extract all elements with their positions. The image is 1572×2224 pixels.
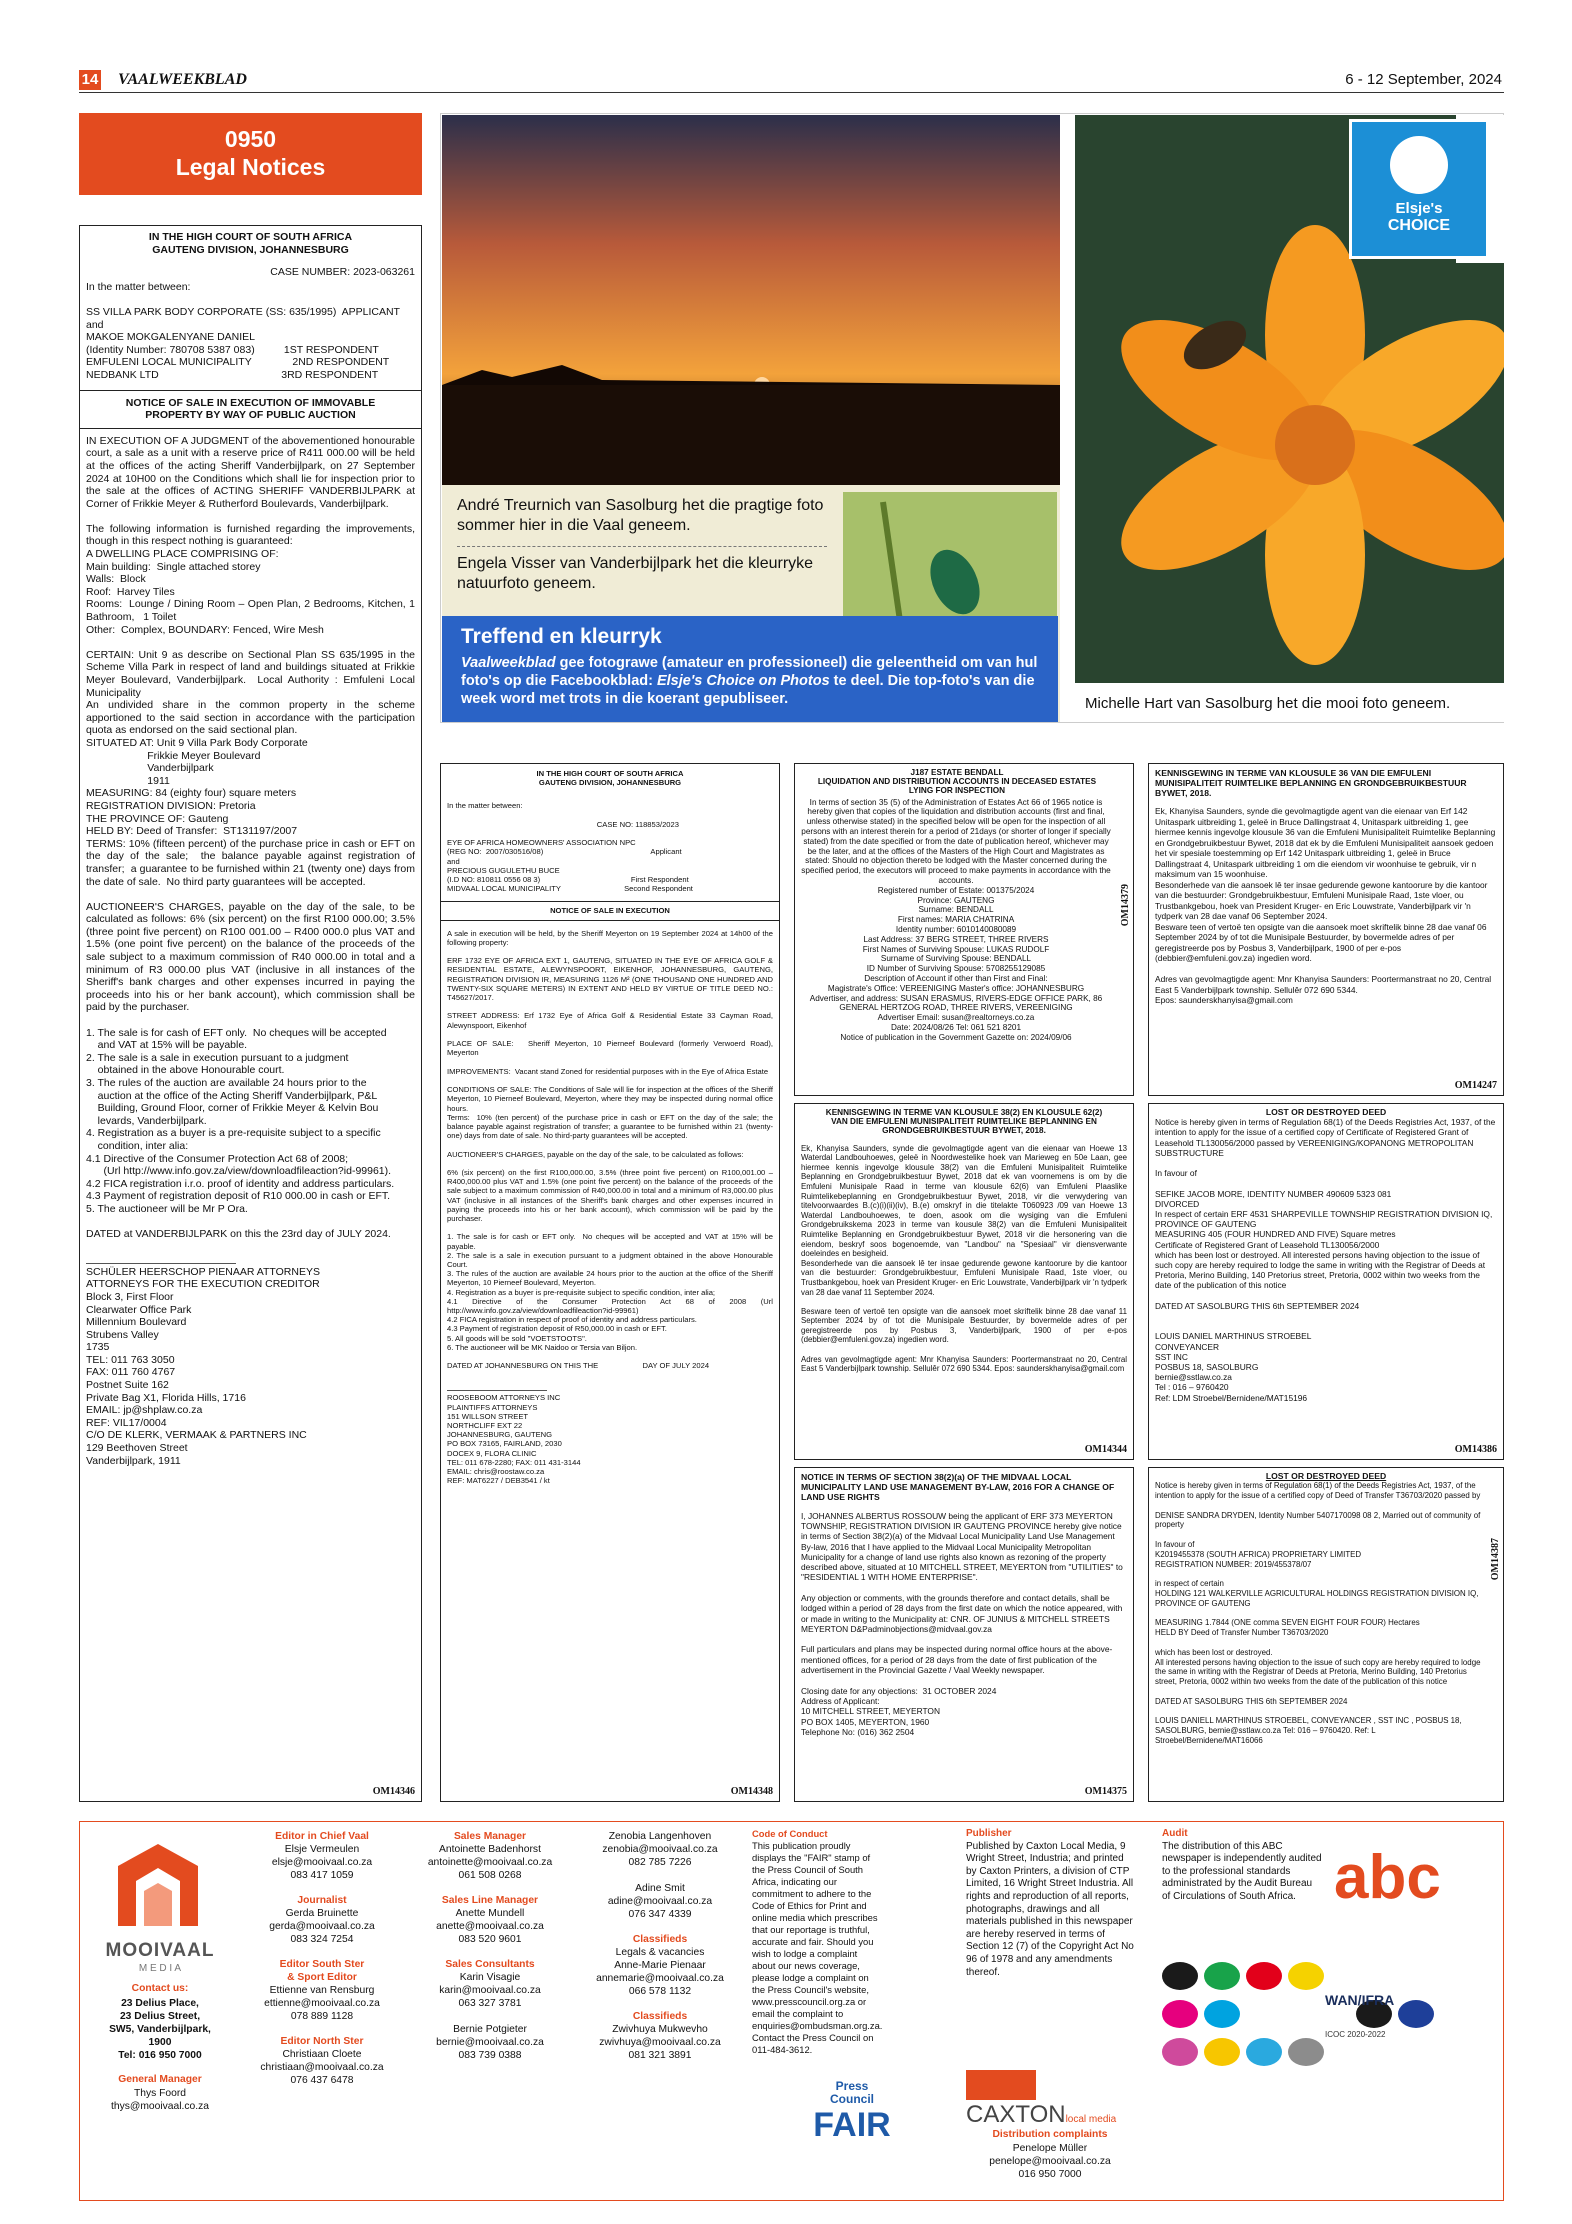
- pub-text: Published by Caxton Local Media, 9 Wright Street, Industria; and printed by Caxton Printers, a division of CTP Limited, 16 Wright Street Industria. All rights and reproduction of all reports, photographs, drawings and all materials published in this newspaper are hereby reserved in terms of Section 12 (7) of the Copyright Act No 96 of 1978 and any amendments thereof.: [966, 1840, 1134, 1978]
- coc-text: This publication proudly displays the "FAIR" stamp of the Press Council of South Africa, indicating our commitment to adhere to the Code of Ethics for Print and online media which prescribes that our reportage is truthful, accurate and fair. Should you wish to lodge a complaint about our news coverage, please lodge a complaint on the Press Council's website, www.presscouncil.org.za or email the complaint to enquiries@ombudsman.org.za. Contact the Press Council on 011-484-3612.: [752, 1840, 883, 2055]
- page-number: 14: [79, 70, 101, 90]
- swatch: [1162, 2038, 1198, 2066]
- notice-emfuleni-klousule-38: [794, 1103, 1134, 1460]
- swatch: [1162, 1962, 1198, 1990]
- dist-info: Penelope Müller penelope@mooivaal.co.za 016 950 7000: [989, 2143, 1111, 2180]
- masthead: [79, 70, 1504, 93]
- gm-title: General Manager: [118, 2074, 202, 2085]
- notice-body: IN EXECUTION OF A JUDGMENT of the abovementioned honourable court, a sale as a unit with a reserve price of R411 000.00 will be held at the offices of the acting Sheriff Vanderbijlpark, on 27 September 2024 at 10H00 on the Conditions which shall lie for inspection prior to the sale at the offices of ACTING SHERIFF VANDERBIJLPARK at Corner of Frikkie Meyer & Rutherford Boulevards, Vanderbijlpark. The following information is furnished regarding the improvements, though in this respect nothing is guaranteed: A DWELLING PLACE COMPRISING OF: Main building: Single attached storey Walls: Block Roof: Harvey Tiles Rooms: Lounge / Dining Room – Open Plan, 2 Bedrooms, Kitchen, 1 Bathroom, 1 Toilet Other: Complex, BOUNDARY: Fenced, Wire Mesh CERTAIN: Unit 9 as describe on Sectional Plan SS 635/1995 in the Scheme Villa Park in respect of land and buildings situated at Frikkie Meyer Boulevard, Vanderbijlpark. Local Authority : Emfuleni Local Municipality An undivided share in the common property in the scheme apportioned to the said section in accordance with the participation quota as endorsed on the said sectional plan. SITUATED AT: Unit 9 Villa Park Body Corporate Frikkie Meyer Boulevard Vanderbijlpark 1911 MEASURING: 84 (eighty four) square meters REGISTRATION DIVISION: Pretoria THE PROVINCE OF: Gauteng HELD BY: Deed of Transfer: ST131197/2007 TERMS: 10% (fifteen percent) of the purchase price in cash or EFT on the day of the sale; the balance payable against registration of transfer; a guarantee to be furnished within 21 (twenty one) days from the date of sale. No third party guarantees will be accepted. AUCTIONEER'S CHARGES, payable on the day of the sale, to be calculated as follows: 6% (six percent) on the first R100 000.00; 3.5% (three point five percent) on R100 001.00 – R400 000.0 plus VAT and 1.5% (one point five percent) on the balance of the proceeds of the sale subject to a maximum commission of R40 000.00 in total and a minimum of R3 000.00 plus VAT (inclusive in all instances of the Sheriff's bank charges and other expenses incurred in paying the proceeds into his or her bank account), which commission shall be paid by the purchaser. 1. The sale is for cash of EFT only. No cheques will be accepted and VAT at 15% will be payable. 2. The sale is a sale in execution pursuant to a judgment obtained in the above Honourable court. 3. The rules of the auction are available 24 hours prior to the auction at the office of the Acting Sheriff Vanderbijlpark, P&L Building, Ground Floor, corner of Frikkie Meyer & Kelvin Bou levards, Vanderbijlpark. 4. Registration as a buyer is a pre-requisite subject to a specific condition, inter alia: 4.1 Directive of the Consumer Protection Act 68 of 2008; (Url http://www.info.gov.za/view/downloadfileaction?id-99961). 4.2 FICA registration i.r.o. proof of identity and address particulars. 4.3 Payment of registration deposit of R10 000.00 in cash or EFT. 5. The auctioneer will be Mr P Ora. DATED at VANDERBIJLPARK on this the 23rd day of JULY 2024.: [86, 434, 415, 1241]
- ad-ref: OM14344: [1084, 1444, 1127, 1455]
- swatch: [1162, 2000, 1198, 2028]
- staff-info: Zenobia Langenhoven zenobia@mooivaal.co.za 082 785 7226 Adine Smit adine@mooivaal.co.za 076 347 4339: [602, 1831, 718, 1920]
- badge-line-2: CHOICE: [1387, 217, 1451, 234]
- notice-header: IN THE HIGH COURT OF SOUTH AFRICA GAUTENG DIVISION, JOHANNESBURG: [148, 231, 353, 256]
- notice-estate-bendall: [794, 763, 1134, 1096]
- ad-ref: OM14348: [730, 1786, 773, 1797]
- footer-imprint: [79, 1821, 1504, 2201]
- publisher: [966, 1828, 1134, 1979]
- notice-midvaal-land-use: [794, 1467, 1134, 1802]
- notice-header: KENNISGEWING IN TERME VAN KLOUSULE 36 VAN DIE EMFULENI MUNISIPALITEIT RUIMTELIKE BEPLANNING EN GRONDGEBRUIKBESTUUR BYWET, 2018.: [1155, 768, 1467, 798]
- category-title: Legal Notices: [175, 154, 326, 180]
- gm-info: Thys Foord thys@mooivaal.co.za: [110, 2088, 210, 2112]
- notice-court-sale-villa-park: [79, 225, 422, 1802]
- icoc-label: ICOC 2020-2022: [1325, 2030, 1386, 2039]
- wan-ifra-logo: WAN/IFRA: [1325, 1992, 1395, 2008]
- staff-column-editorial: [242, 1830, 402, 2087]
- swatch: [1288, 1962, 1324, 1990]
- staff-info: Legals & vacancies Anne-Marie Pienaar annemarie@mooivaal.co.za 066 578 1132: [596, 1947, 724, 1997]
- abc-logo: abc: [1334, 1843, 1441, 1912]
- promo-blurb: Vaalweekblad gee fotograwe (amateur en professioneel) die geleentheid om van hul foto's op die Facebookblad: Elsje's Choice on Photos te deel. Die top-foto's van die week word met trots in die koerant gepubliseer.: [461, 655, 1038, 707]
- sale-header: NOTICE OF SALE IN EXECUTION: [550, 906, 670, 916]
- mooivaal-logo-icon: [108, 1836, 208, 1936]
- ad-ref: OM14387: [1490, 1538, 1501, 1581]
- coc-title: Code of Conduct: [752, 1828, 828, 1839]
- notice-court-sale-eye-of-africa: [440, 763, 780, 1802]
- role: Sales Line Manager: [441, 1895, 539, 1906]
- notice-header: J187 ESTATE BENDALL LIQUIDATION AND DISTRIBUTION ACCOUNTS IN DECEASED ESTATES LYING FOR INSPECTION: [817, 768, 1097, 796]
- notice-emfuleni-klousule-36: [1148, 763, 1504, 1096]
- parties: In the matter between: CASE NO: 118853/2023 EYE OF AFRICA HOMEOWNERS' ASSOCIATION NPC (REG NO: 2007/030516/08) Applicant and PRECIOUS GUGULETHU BUCE (I.D NO: 810811 0556 08 3) First Respondent MIDVAAL LOCAL MUNICIPALITY Second Respondent: [447, 801, 693, 894]
- ad-ref: OM14375: [1084, 1786, 1127, 1797]
- notice-lost-deed-more: [1148, 1103, 1504, 1460]
- notice-body: Ek, Khanyisa Saunders, synde die gevolmagtigde agent van die eienaar van Erf 142 Unitaspark uitbreiding 1, geleë in Bruce Dallingstraat 4, Unitaspark uitbreiding 1, gee hiermee kennis ingevolge klousule 36 van die Emfuleni Munisipaliteit Ruimtelike Beplanning en Grondgebruikbestuur Bywet, 2018 dat ek by die Emfuleni Munisipaliteit aansoek gedoen het vir spesiale toestemming op Erf 142 Unitaspark uitbreiding 1, geleë in Bruce Dallingstraat 4, Unitaspark uitbreiding 1 om die eiendom vir woonhuise te gebruik, vir n maksimum van 15 woonhuise. Besonderhede van die aansoek lê ter insae gedurende gewone kantoorure by die kantoor van die bestuurder: Grondgebruikbestuur, Emfuleni Munisipale Raad, 1ste vloer, ou Trustbankgebou, hoek van President Kruger- en Eric Louwstrate, Vanderbijlpark vir 'n tydperk van 28 dae vanaf 06 September 2024. Besware teen of vertoë ten opsigte van die aansoek moet skriftelik binne 28 dae vanaf 06 September 2024 by of tot die Munisipale Bestuurder, by bovermelde adres of per geregistreerde pos by Posbus 3, Vanderbijlpark, 1900 of per e-pos (debbier@emfuleni.gov.za) ingedien word. Adres van gevolmagtigde agent: Mnr Khanyisa Saunders: Poortermanstraat no 20, Central East 5 Vanderbijlpark township. Sellulêr 072 690 5344. Epos: saunderskhanyisa@gmail.com: [1155, 806, 1496, 1005]
- issue-date: 6 - 12 September, 2024: [1345, 71, 1502, 88]
- camera-shutter-icon: [1390, 136, 1448, 194]
- staff-info: Elsje Vermeulen elsje@mooivaal.co.za 083 417 1059: [271, 1844, 373, 1881]
- category-banner: [79, 113, 422, 195]
- logo-subtext: M E D I A: [138, 1963, 182, 1974]
- ad-ref: OM14247: [1454, 1080, 1497, 1091]
- staff-info: Anette Mundell anette@mooivaal.co.za 083 520 9601: [436, 1908, 544, 1945]
- photo-feature: [440, 113, 1504, 723]
- caption-beetle: Engela Visser van Vanderbijlpark het die kleurryke natuurfoto geneem.: [457, 555, 814, 592]
- role: Editor in Chief Vaal: [275, 1831, 369, 1842]
- case-number: CASE NUMBER: 2023-063261: [270, 266, 415, 279]
- audit-text: The distribution of this ABC newspaper is independently audited to the professional standards administrated by the Audit Bureau of Circulations of South Africa.: [1162, 1840, 1322, 1902]
- staff-column-sales: [410, 1830, 570, 2062]
- staff-info: Karin Visagie karin@mooivaal.co.za 063 327 3781 Bernie Potgieter bernie@mooivaal.co.za 083 739 0388: [436, 1972, 544, 2061]
- swatch: [1246, 2038, 1282, 2066]
- pub-title: Publisher: [966, 1828, 1012, 1839]
- sunset-photo: [442, 115, 1060, 485]
- parties: In the matter between: SS VILLA PARK BODY CORPORATE (SS: 635/1995) APPLICANT and MAKOE MOKGALENYANE DANIEL (Identity Number: 780708 5387 083) 1ST RESPONDENT EMFULENI LOCAL MUNICIPALITY 2ND RESPONDENT NEDBANK LTD 3RD RESPONDENT: [86, 280, 400, 381]
- notice-header: LOST OR DESTROYED DEED: [1265, 1107, 1387, 1117]
- notice-body: Ek, Khanyisa Saunders, synde die gevolmagtigde agent van die eienaar van Hoewe 13 Waterdal Landbouhoewes, geleë in Noordwestelike hoek van Marieweg en 50e Laan, gee hiermee kennis ingevolge klousule 38(2) van die Emfuleni Munisipaliteit Ruimtelike Beplanning en Grondgebruikbestuur Bywet, 2018 dat ek van voornemens is om by die Emfuleni Munisipale Raad in terme van klousule 62(6) van Emfuleni Plaaslike Ruimtelikebeplanning en Grondgebruikbestuur Bywet, 2018, vir die verwydering van titelvoorwaardes B.(c)(i)(ii)(iv), B.(e) omskryf in die titelakte T060923 /09 van Hoewe 13 Waterdal Landbouhoewes, te doen, asook om die wysiging van die Emfuleni Grondgebruikskema 2023 in terme van kousule 38(2) van die Emfuleni Munisipaliteit Ruimtelike Beplanning en Grondgebruikbestuur Bywet, 2018 vir die hersonering van die eiendom, beskryf soos bogenoemde, van "Landbou" na "Spesiaal" vir diensverwante doeleindes en besigheid. Besonderhede van die aansoek lê ter insae gedurende gewone kantoorure by die kantoor van die bestuurder: Grondgebruikbestuur, Emfuleni Munisipale Raad, 1ste vloer, ou Trustbankgebou, hoek van President Kruger- en Eric Louwstrate, Vanderbijlpark vir 'n tydperk van 28 dae vanaf 11 September 2024. Besware teen of vertoë ten opsigte van die aansoek moet skriftelik binne 28 dae vanaf 11 September 2024 by of tot die Munisipale Bestuurder, by bovermelde adres of per geregistreerde pos by Posbus 3, Vanderbijlpark, 1900 of per e-pos (debbier@emfuleni.gov.za) ingedien word. Adres van gevolmagtigde agent: Mnr Khanyisa Saunders: Poortermanstraat no 20, Central East 5 Vanderbijlpark township. Sellulêr 072 690 5344. Epos: saunderskhanyisa@gmail.com: [801, 1143, 1127, 1374]
- ad-ref: OM14386: [1454, 1444, 1497, 1455]
- colour-swatches: [1162, 1962, 1482, 2094]
- audit-title: Audit: [1162, 1828, 1188, 1839]
- swatch: [1204, 2038, 1240, 2066]
- notice-header: KENNISGEWING IN TERME VAN KLOUSULE 38(2) EN KLOUSULE 62(2) VAN DIE EMFULENI MUNISIPALITEIT RUIMTELIKE BEPLANNING EN GRONDGEBRUIKBESTUUR BYWET, 2018.: [825, 1108, 1103, 1136]
- swatch: [1288, 2038, 1324, 2066]
- caption-flower: Michelle Hart van Sasolburg het die mooi foto geneem.: [1085, 695, 1451, 712]
- notice-body: I, JOHANNES ALBERTUS ROSSOUW being the applicant of ERF 373 MEYERTON TOWNSHIP, REGISTRATION DIVISION IR GAUTENG PROVINCE hereby give notice in terms of Section 38(2)(a) of the Midvaal Local Municipality Land Use Management By-law, 2016 that I have applied to the Midvaal Local Municipality Metropolitan Municipality for a change of land use rights also known as rezoning of the property described above, situated at 10 MITCHELL STREET, MEYERTON from "UTILITIES" to "RESIDENTIAL 1 WITH HOME ENTERPRISE". Any objection or comments, with the grounds therefore and contact details, shall be lodged within a period of 28 days from the first date on which the notice appeared, with or made in writing to the Municipality at: CNR. OF JUNIUS & MITCHELL STREETS MEYERTON D&Padminobjections@midvaal.gov.za Full particulars and plans may be inspected during normal office hours at the above-mentioned offices, for a period of 28 days from the date of first publication of the advertisement in the Provincial Gazette / Vaal Weekly newspaper. Closing date for any objections: 31 OCTOBER 2024 Address of Applicant: 10 MITCHELL STREET, MEYERTON PO BOX 1405, MEYERTON, 1960 Telephone No: (016) 362 2504: [801, 1510, 1123, 1737]
- staff-info: Gerda Bruinette gerda@mooivaal.co.za 083 324 7254: [269, 1908, 375, 1945]
- role: Sales Manager: [453, 1831, 527, 1842]
- contact-title: Contact us:: [131, 1983, 189, 1994]
- dist-title: Distribution complaints: [992, 2129, 1108, 2140]
- badge-line-1: Elsje's: [1395, 200, 1443, 217]
- notice-body: Notice is hereby given in terms of Regulation 68(1) of the Deeds Registries Act, 1937, of the intention to apply for the issue of a certified copy of Deed of Transfer T36703/2020 passed by DENISE SANDRA DRYDEN, Identity Number 5407170098 08 2, Married out of community of property In favour of K2019455378 (SOUTH AFRICA) PROPRIETARY LIMITED REGISTRATION NUMBER: 2019/455378/07 in respect of certain HOLDING 121 WALKERVILLE AGRICULTURAL HOLDINGS REGISTRATION DIVISION IQ, PROVINCE OF GAUTENG MEASURING 1.7844 (ONE comma SEVEN EIGHT FOUR FOUR) Hectares HELD BY Deed of Transfer Number T36703/2020 which has been lost or destroyed. All interested persons having objection to the issue of such copy are hereby required to lodge the same in writing with the Registrar of Deeds at Pretoria, Merino Building, 140 Pretorius street, Pretoria, 0002 within two weeks from the date of the publication of this notice DATED AT SASOLBURG THIS 6th SEPTEMBER 2024 LOUIS DANIELL MARTHINUS STROEBEL, CONVEYANCER , SST INC , POSBUS 18, SASOLBURG, bernie@sstlaw.co.za Tel: 016 – 9760420. Ref: L Stroebel/Bernidene/MAT16066: [1155, 1481, 1481, 1745]
- elsje-choice-badge: [1349, 119, 1489, 259]
- notice-header: LOST OR DESTROYED DEED: [1265, 1471, 1387, 1481]
- notice-body: Notice is hereby given in terms of Regulation 68(1) of the Deeds Registries Act, 1937, of the intention to apply for the issue of a certified copy of Certificate of Registered Grant of Leasehold TL130056/2000 passed by VEREENIGING/KOPANONG METROPOLITAN SUBSTRUCTURE In favour of SEFIKE JACOB MORE, IDENTITY NUMBER 490609 5323 081 DIVORCED In respect of certain ERF 4531 SHARPEVILLE TOWNSHIP REGISTRATION DIVISION IQ, PROVINCE OF GAUTENG MEASURING 405 (FOUR HUNDRED AND FIVE) Square metres Certificate of Registered Grant of Leasehold TL130056/2000 which has been lost or destroyed. All interested persons having objection to the issue of such copy are hereby required to lodge the same in writing with the Registrar of Deeds at Pretoria, Merino Building, 140 Pretorius street, Pretoria, 0002 within two weeks from the date of the publication of this notice DATED AT SASOLBURG THIS 6th SEPTEMBER 2024 LOUIS DANIEL MARTHINUS STROEBEL CONVEYANCER SST INC POSBUS 18, SASOLBURG bernie@sstlaw.co.za Tel : 016 – 9760420 Ref: LDM Stroebel/Bernidene/MAT15196: [1155, 1117, 1496, 1403]
- role: Classifieds: [632, 2011, 688, 2022]
- press-council-fair-logo: Press Council FAIR: [813, 2079, 891, 2144]
- caxton-logo: CAXTONlocal media: [966, 2101, 1117, 2128]
- caxton-emblem-icon: [966, 2070, 1036, 2100]
- promo-headline: Treffend en kleurryk: [461, 625, 662, 648]
- notice-body: In terms of section 35 (5) of the Administration of Estates Act 66 of 1965 notice is hereby given that copies of the liquidation and distribution accounts (first and final, unless otherwise stated) in the specified below will be open for the inspection of all persons with an interest therein for a period of 21days (or shorter of longer if specially stated) from the date specified or from the date of publication hereof, whichever may be the later, and at the offices of the Masters of the High Court and Magistrates as stated: Should no objection thereto be lodged with the Master concerned during the specified period, the executors will proceed to make payments in accordance with the accounts. Registered number of Estate: 001375/2024 Province: GAUTENG Surname: BENDALL First names: MARIA CHATRINA Identity number: 6010140080089 Last Address: 37 BERG STREET, THREE RIVERS First Names of Surviving Spouse: LUKAS RUDOLF Surname of Surviving Spouse: BENDALL ID Number of Surviving Spouse: 5708255129085 Description of Account if other than First and Final: Magistrate's Office: VEREENIGING Master's office: JOHANNESBURG Advertiser, and address: SUSAN ERASMUS, RIVERS-EDGE OFFICE PARK, 86 GENERAL HERTZOG ROAD, THREE RIVERS, VEREENIGING Advertiser Email: susan@realtorneys.co.za Date: 2024/08/26 Tel: 061 521 8201 Notice of publication in the Government Gazette on: 2024/09/06: [801, 797, 1111, 1042]
- role: Journalist: [297, 1895, 347, 1906]
- caption-sunset: André Treurnich van Sasolburg het die pragtige foto sommer hier in die Vaal geneem.: [457, 497, 824, 534]
- notice-signoff: ROOSEBOOM ATTORNEYS INC PLAINTIFFS ATTORNEYS 151 WILLSON STREET NORTHCLIFF EXT 22 JOHANNESBURG, GAUTENG PO BOX 73165, FAIRLAND, 2030 DOCEX 9, FLORA CLINIC TEL: 011 678-2280; FAX: 011 431-3144 EMAIL: chris@roostaw.co.za REF: MAT6227 / DEB3541 / kt: [447, 1393, 581, 1486]
- staff-info: Zwivhuya Mukwevho zwivhuya@mooivaal.co.za 081 321 3891: [599, 2024, 721, 2061]
- role: Classifieds: [632, 1934, 688, 1945]
- staff-info: Ettienne van Rensburg ettienne@mooivaal.co.za 078 889 1128: [264, 1985, 380, 2022]
- staff-column-classifieds: [580, 1830, 740, 2062]
- swatch: [1398, 2000, 1434, 2028]
- audit: [1162, 1828, 1322, 1904]
- swatch: [1246, 1962, 1282, 1990]
- swatch: [1204, 1962, 1240, 1990]
- code-of-conduct: [752, 1828, 882, 2056]
- swatch: [1204, 2000, 1240, 2028]
- category-code: 0950: [224, 126, 277, 152]
- notice-signoff: SCHÜLER HEERSCHOP PIENAAR ATTORNEYS ATTORNEYS FOR THE EXECUTION CREDITOR Block 3, First Floor Clearwater Office Park Millennium Boulevard Strubens Valley 1735 TEL: 011 763 3050 FAX: 011 760 4767 Postnet Suite 162 Private Bag X1, Florida Hills, 1716 EMAIL: jp@shplaw.co.za REF: VIL17/0004 C/O DE KLERK, VERMAAK & PARTNERS INC 129 Beethoven Street Vanderbijlpark, 1911: [86, 1265, 320, 1467]
- notice-lost-deed-dryden: [1148, 1467, 1504, 1802]
- notice-header: NOTICE IN TERMS OF SECTION 38(2)(a) OF THE MIDVAAL LOCAL MUNICIPALITY LAND USE MANAGEMENT BY-LAW, 2016 FOR A CHANGE OF LAND USE RIGHTS: [801, 1472, 1115, 1503]
- logo-text: MOOIVAAL: [105, 1940, 215, 1961]
- ad-ref: OM14379: [1120, 884, 1131, 927]
- staff-info: Antoinette Badenhorst antoinette@mooivaal.co.za 061 508 0268: [427, 1844, 553, 1881]
- role: Editor North Ster: [280, 2036, 364, 2047]
- sale-header: NOTICE OF SALE IN EXECUTION OF IMMOVABLE PROPERTY BY WAY OF PUBLIC AUCTION: [125, 396, 376, 422]
- staff-info: Christiaan Cloete christiaan@mooivaal.co.za 076 437 6478: [260, 2049, 384, 2086]
- ad-ref: OM14346: [372, 1786, 415, 1797]
- role: Editor South Ster & Sport Editor: [279, 1959, 365, 1983]
- notice-body: A sale in execution will be held, by the Sheriff Meyerton on 19 September 2024 at 14h00 of the following property: ERF 1732 EYE OF AFRICA EXT 1, GAUTENG, SITUATED IN THE EYE OF AFRICA GOLF & RESIDENTIAL ESTATE, ALEWYNSPOORT, EIKENHOF, JOHANNESBURG, GAUTENG, REGISTRATION DIVISION IR, MEASURING 1126 M² (ONE THOUSAND ONE HUNDRED AND TWENTY-SIX SQUARE METERS) IN EXTENT AND HELD BY VIRTUE OF TITLE DEED NO.: T45627/2017. STREET ADDRESS: Erf 1732 Eye of Africa Golf & Residential Estate 33 Cayman Road, Alewynspoort, Eikenhof PLACE OF SALE: Sheriff Meyerton, 10 Pierneef Boulevard (formerly Verwoerd Road), Meyerton IMPROVEMENTS: Vacant stand Zoned for residential purposes with in the Eye of Africa Estate CONDITIONS OF SALE: The Conditions of Sale will lie for inspection at the offices of the Sheriff Meyerton, 10 Pierneef Boulevard, Meyerton, where they may be inspected during normal office hours. Terms: 10% (ten percent) of the purchase price in cash or EFT on the day of the sale; the balance payable against registration of transfer; a guarantee to be furnished within 21 (twenty-one) days from date of sale. No third-party guarantees will be accepted. AUCTIONEER'S CHARGES, payable on the day of the sale, to be calculated as follows: 6% (six percent) on the first R100,000.00, 3.5% (three point five percent) on R100,001.00 – R400,000.00 plus VAT and 1.5% (one point five percent) on the balance of the proceeds of the sale subject to a maximum commission of R40,000.00 in total and a minimum of R3,000.00 plus VAT (inclusive in all instances of the Sheriff's bank charges and other expenses incurred in paying the proceeds into his or her bank account), which commission will be paid by the purchaser. 1. The sale is for cash or EFT only. No cheques will be accepted and VAT at 15% will be payable. 2. The sale is a sale in execution pursuant to a judgment obtained in the above Honourable Court. 3. The rules of the auction are available 24 hours prior to the auction at the office of the Sheriff Meyerton, 10 Pierneef Boulevard, Meyerton. 4. Registration as a buyer is pre-requisite subject to specific condition, inter alia; 4.1 Directive of the Consumer Protection Act 68 of 2008 (Url http://www.info.gov.za/view/downloadfileaction?id-99961) 4.2 FICA registration in respect of proof of identity and address particulars. 4.3 Payment of registration deposit of R50,000.00 in cash or EFT. 5. All goods will be sold "VOETSTOOTS". 6. The auctioneer will be MK Naidoo or Tersia van Biljon. DATED AT JOHANNESBURG ON THIS THE DAY OF JULY 2024: [447, 928, 773, 1371]
- contact-info: 23 Delius Place, 23 Delius Street, SW5, Vanderbijlpark, 1900 Tel: 016 950 7000: [109, 1998, 211, 2061]
- paper-title: VAALWEEKBLAD: [118, 71, 247, 88]
- notice-header: IN THE HIGH COURT OF SOUTH AFRICA GAUTENG DIVISION, JOHANNESBURG: [536, 769, 684, 788]
- role: Sales Consultants: [445, 1959, 535, 1970]
